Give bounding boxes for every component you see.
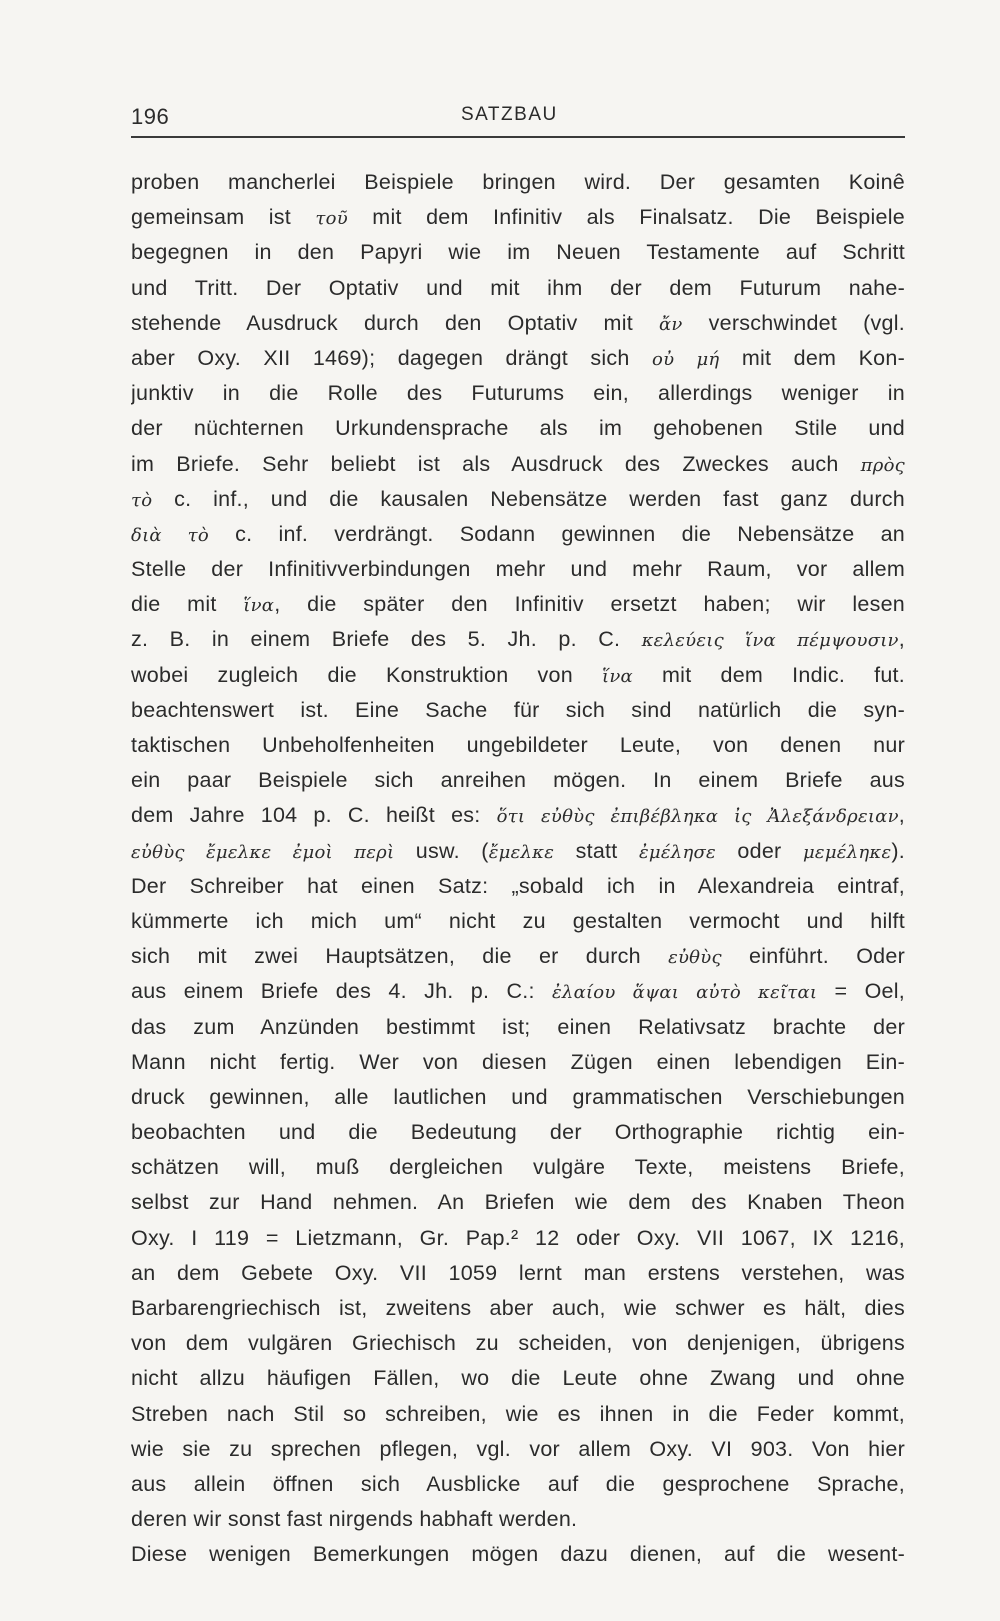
text-segment: taktischen Unbeholfenheiten ungebildeter Leute, von denen nur: [131, 733, 905, 757]
text-line: [131, 974, 905, 1009]
text-segment: ).: [891, 838, 905, 863]
text-line: [131, 587, 905, 622]
greek-text: ἵνα: [243, 595, 275, 617]
text-line: [131, 1291, 905, 1326]
text-segment: Streben nach Stil so schreiben, wie es ihnen in die Feder kommt,: [131, 1401, 905, 1426]
text-line: [131, 376, 905, 411]
text-segment: wobei zugleich die Konstruktion von: [131, 662, 603, 687]
text-line: [131, 1502, 905, 1537]
text-line: [131, 552, 905, 587]
text-segment: c. inf. verdrängt. Sodann gewinnen die Nebensätze an: [208, 521, 905, 546]
text-line: [131, 1256, 905, 1291]
text-line: [131, 1397, 905, 1432]
text-segment: deren wir sonst fast nirgends habhaft werden.: [131, 1507, 578, 1532]
text-segment: ein paar Beispiele sich anreihen mögen. In einem Briefe aus: [131, 768, 905, 793]
greek-text: ἔμελκε: [488, 841, 555, 863]
greek-text: πρὸς: [860, 454, 905, 476]
greek-text: εὐθὺς ἔμελκε ἐμοὶ περὶ: [131, 841, 395, 863]
body-text: [131, 165, 905, 1573]
text-segment: von dem vulgären Griechisch zu scheiden, von denjenigen, übrigens: [131, 1331, 905, 1356]
text-segment: Stelle der Infinitivverbindungen mehr und mehr Raum, vor allem: [131, 557, 905, 582]
text-segment: das zum Anzünden bestimmt ist; einen Relativsatz brachte der: [131, 1014, 905, 1039]
text-segment: statt: [554, 838, 640, 863]
text-segment: junktiv in die Rolle des Futurums ein, allerdings weniger in: [131, 381, 905, 406]
greek-text: εὐθὺς: [668, 947, 722, 969]
text-line: [131, 869, 905, 904]
text-line: [131, 658, 905, 693]
text-segment: Diese wenigen Bemerkungen mögen dazu dienen, auf die wesent-: [131, 1542, 905, 1567]
text-segment: sich mit zwei Hauptsätzen, die er durch: [131, 944, 669, 969]
text-segment: einführt. Oder: [721, 944, 905, 969]
text-segment: aber Oxy. XII 1469); dagegen drängt sich: [131, 345, 653, 370]
greek-text: ἵνα: [602, 665, 633, 687]
text-line: [131, 1150, 905, 1185]
text-line: [131, 165, 905, 200]
text-segment: z. B. in einem Briefe des 5. Jh. p. C.: [131, 627, 642, 652]
text-line: [131, 939, 905, 974]
text-segment: Mann nicht fertig. Wer von diesen Zügen einen lebendigen Ein-: [131, 1049, 905, 1074]
text-line: [131, 235, 905, 270]
greek-text: ἐλαίου ἅψαι αὐτὸ κεῖται: [552, 982, 818, 1004]
text-line: [131, 271, 905, 306]
page-header: [131, 100, 905, 138]
text-segment: , die später den Infinitiv ersetzt haben; wir lesen: [274, 592, 905, 617]
greek-text: οὐ μή: [652, 348, 720, 370]
greek-text: τὸ: [131, 489, 153, 511]
text-segment: an dem Gebete Oxy. VII 1059 lernt man erstens verstehen, was: [131, 1260, 905, 1285]
text-segment: Der Schreiber hat einen Satz: „sobald ich in Alexandreia eintraf,: [131, 873, 905, 898]
text-segment: aus einem Briefe des 4. Jh. p. C.:: [131, 979, 553, 1004]
text-line: [131, 1221, 905, 1256]
text-segment: mit dem Indic. fut.: [632, 662, 905, 687]
text-segment: proben mancherlei Beispiele bringen wird. Der gesamten Koinê: [131, 170, 905, 194]
text-segment: die mit: [131, 592, 244, 617]
text-segment: kümmerte ich mich um“ nicht zu gestalten vermocht und hilft: [131, 908, 905, 933]
text-segment: ,: [898, 803, 905, 828]
greek-text: διὰ τὸ: [131, 524, 209, 546]
text-line: [131, 622, 905, 657]
text-segment: nicht allzu häufigen Fällen, wo die Leute ohne Zwang und ohne: [131, 1366, 905, 1391]
text-segment: gemeinsam ist: [131, 205, 316, 230]
text-line: [131, 763, 905, 798]
text-line: [131, 1467, 905, 1502]
text-line: [131, 447, 905, 482]
text-segment: = Oel,: [817, 979, 905, 1004]
text-segment: mit dem Kon-: [719, 345, 905, 370]
text-segment: beobachten und die Bedeutung der Orthographie richtig ein-: [131, 1120, 905, 1145]
text-line: [131, 1080, 905, 1115]
text-line: [131, 1045, 905, 1080]
text-line: [131, 482, 905, 517]
text-segment: und Tritt. Der Optativ und mit ihm der dem Futurum nahe-: [131, 275, 905, 300]
text-segment: schätzen will, muß dergleichen vulgäre Texte, meistens Briefe,: [131, 1155, 905, 1180]
greek-text: μεμέληκε: [802, 841, 892, 863]
text-segment: oder: [715, 838, 803, 863]
text-line: [131, 1010, 905, 1045]
text-segment: beachtenswert ist. Eine Sache für sich sind natürlich die syn-: [131, 697, 905, 722]
text-line: [131, 200, 905, 235]
text-line: [131, 834, 905, 869]
text-segment: selbst zur Hand nehmen. An Briefen wie dem des Knaben Theon: [131, 1190, 905, 1215]
text-line: [131, 1185, 905, 1220]
text-line: [131, 1326, 905, 1361]
text-segment: druck gewinnen, alle lautlichen und grammatischen Verschiebungen: [131, 1084, 905, 1109]
text-segment: ,: [898, 627, 905, 652]
text-line: [131, 1537, 905, 1572]
text-segment: im Briefe. Sehr beliebt ist als Ausdruck des Zweckes auch: [131, 451, 861, 476]
text-segment: wie sie zu sprechen pflegen, vgl. vor allem Oxy. VI 903. Von hier: [131, 1436, 905, 1461]
text-line: [131, 693, 905, 728]
text-line: [131, 1432, 905, 1467]
text-segment: dem Jahre 104 p. C. heißt es:: [131, 803, 497, 828]
greek-text: ἄν: [658, 313, 683, 335]
text-segment: verschwindet (vgl.: [682, 310, 905, 335]
text-segment: usw. (: [394, 838, 489, 863]
text-segment: begegnen in den Papyri wie im Neuen Testamente auf Schritt: [131, 240, 905, 265]
text-segment: mit dem Infinitiv als Finalsatz. Die Beispiele: [347, 205, 905, 230]
text-line: [131, 904, 905, 939]
text-line: [131, 1361, 905, 1396]
text-segment: aus allein öffnen sich Ausblicke auf die gesprochene Sprache,: [131, 1471, 905, 1496]
text-line: [131, 728, 905, 763]
running-head: SATZBAU: [461, 104, 558, 125]
text-line: [131, 411, 905, 446]
greek-text: τοῦ: [315, 208, 348, 230]
text-segment: der nüchternen Urkundensprache als im gehobenen Stile und: [131, 416, 905, 441]
text-line: [131, 1115, 905, 1150]
greek-text: ἐμέλησε: [639, 841, 716, 863]
text-segment: c. inf., und die kausalen Nebensätze werden fast ganz durch: [152, 486, 905, 511]
greek-text: ὅτι εὐθὺς ἐπιβέβληκα ἰς Ἀλεξάνδρειαν: [496, 806, 899, 828]
greek-text: κελεύεις ἵνα πέμψουσιν: [641, 630, 899, 652]
page-number: 196: [131, 104, 170, 129]
text-line: [131, 306, 905, 341]
book-page: [131, 0, 905, 1621]
text-segment: Barbarengriechisch ist, zweitens aber auch, wie schwer es hält, dies: [131, 1296, 905, 1320]
text-line: [131, 517, 905, 552]
text-line: [131, 798, 905, 833]
text-line: [131, 341, 905, 376]
text-segment: stehende Ausdruck durch den Optativ mit: [131, 310, 659, 335]
text-segment: Oxy. I 119 = Lietzmann, Gr. Pap.² 12 oder Oxy. VII 1067, IX 1216,: [131, 1225, 905, 1250]
